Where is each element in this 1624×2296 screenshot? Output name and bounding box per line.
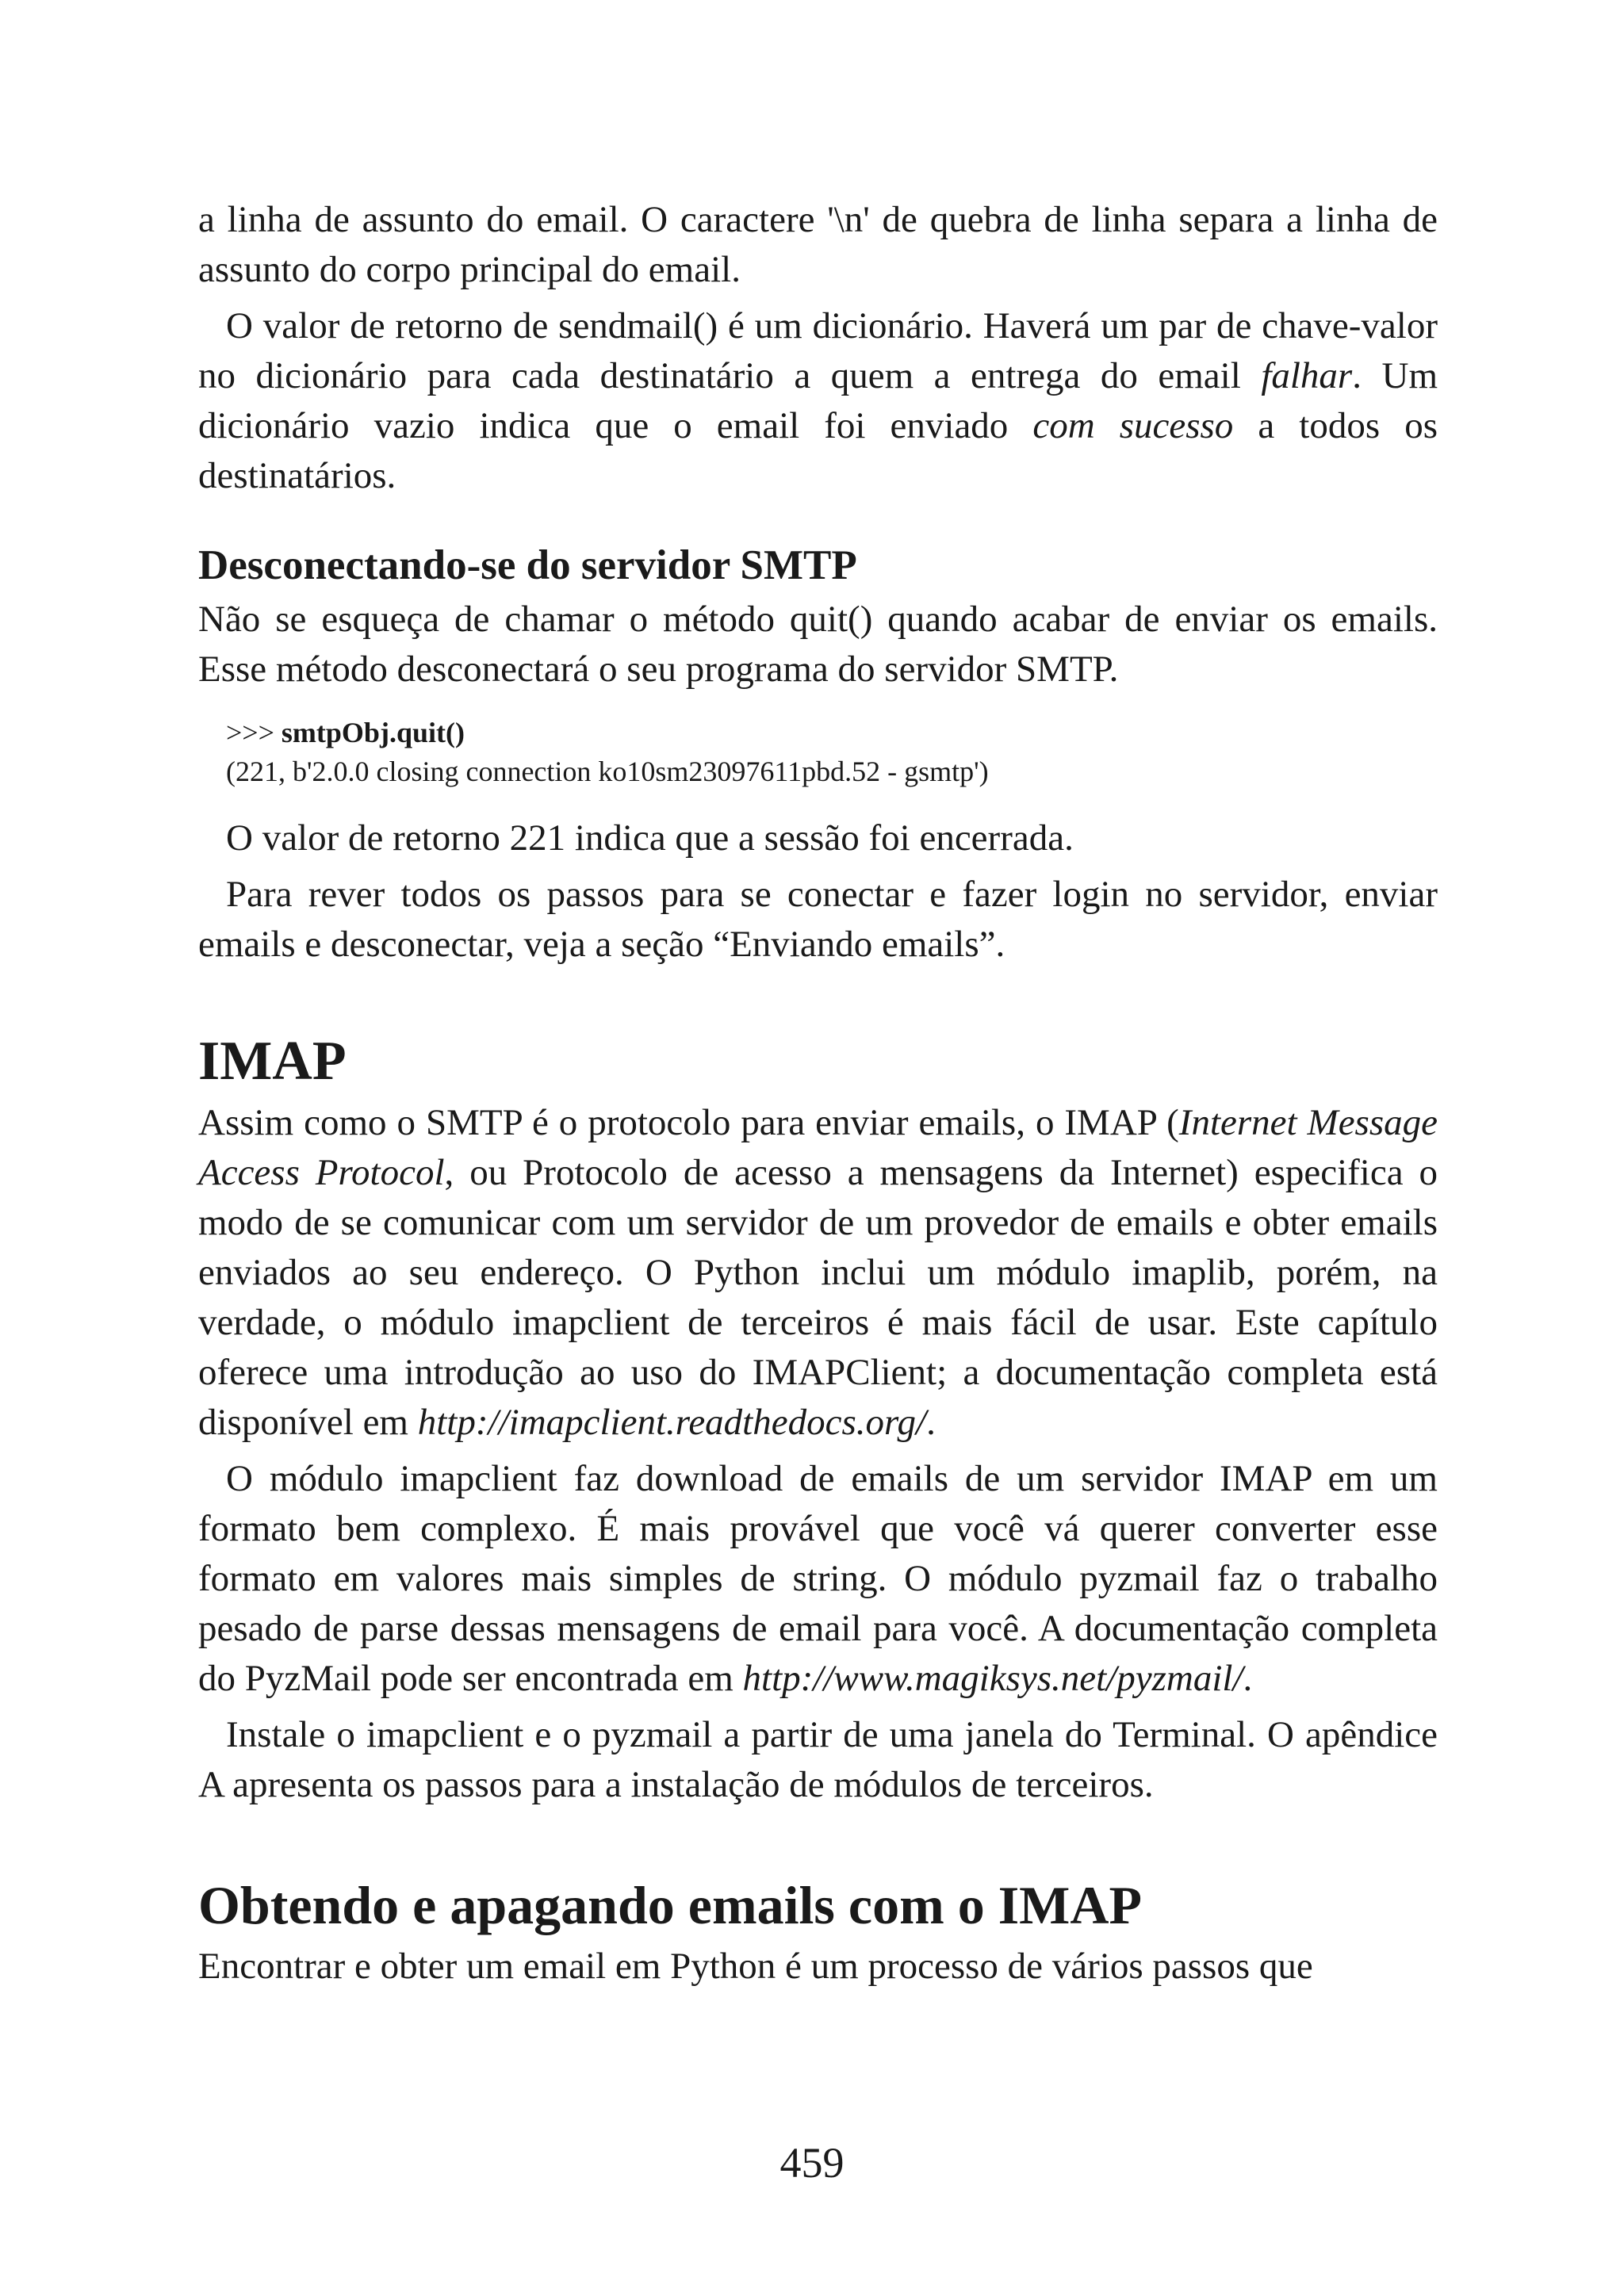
heading-disconnect-smtp: Desconectando-se do servidor SMTP — [198, 542, 857, 588]
paragraph-sendmail-return — [198, 301, 1438, 501]
emphasis-falhar: falhar — [1261, 355, 1353, 396]
code-command: smtpObj.quit() — [281, 717, 465, 748]
code-prompt: >>> — [226, 717, 282, 748]
text-run: a todos os destinatários. — [198, 405, 1438, 496]
text-run: O módulo imapclient faz download de emails de um servidor IMAP em um formato bem complexo. É mais provável que você vá querer converter esse formato em valores mais simples de string. O módulo pyzmail faz o trabalho pesado de parse dessas mensagens de email para você. A documentação completa do PyzMail pode ser encontrada em — [198, 1458, 1438, 1699]
text-run: . — [926, 1402, 936, 1443]
paragraph-install: Instale o imapclient e o pyzmail a partir de uma janela do Terminal. O apêndice A apresenta os passos para a instalação de módulos de terceiros. — [198, 1714, 1438, 1805]
text-run: , ou Protocolo de acesso a mensagens da Internet) especifica o modo de se comunicar com um servidor de um provedor de emails e obter emails enviados ao seu endereço. O Python inclui um módulo imaplib, porém, na verdade, o módulo imapclient de terceiros é mais fácil de usar. Este capítulo oferece uma introdução ao uso do IMAPClient; a documentação completa está disponível em — [198, 1152, 1438, 1443]
text-run: Assim como o SMTP é o protocolo para enviar emails, o IMAP ( — [198, 1102, 1179, 1143]
paragraph-quit: Não se esqueça de chamar o método quit() quando acabar de enviar os emails. Esse método desconectará o seu programa do servidor SMTP. — [198, 599, 1438, 690]
paragraph-fetch-intro: Encontrar e obter um email em Python é um processo de vários passos que — [198, 1946, 1313, 1987]
text-run: O valor de retorno de sendmail() é um dicionário. Haverá um par de chave-valor no dicionário para cada destinatário a quem a entrega do email — [198, 305, 1438, 396]
emphasis-com-sucesso: com sucesso — [1032, 405, 1234, 446]
paragraph-continuation: a linha de assunto do email. O caractere '\n' de quebra de linha separa a linha de assunto do corpo principal do email. — [198, 199, 1438, 290]
paragraph-pyzmail — [198, 1454, 1438, 1704]
text-run: . — [1243, 1658, 1253, 1699]
emphasis-protocol-name: Internet Message Access Protocol — [198, 1102, 1438, 1193]
heading-fetch-delete: Obtendo e apagando emails com o IMAP — [198, 1875, 1142, 1935]
text-run: . Um dicionário vazio indica que o email foi enviado — [198, 355, 1438, 446]
code-block — [226, 714, 1438, 791]
paragraph-return-221: O valor de retorno 221 indica que a sessão foi encerrada. — [226, 817, 1074, 859]
heading-imap: IMAP — [198, 1031, 347, 1092]
url-imapclient-docs: http://imapclient.readthedocs.org/ — [417, 1402, 927, 1443]
paragraph-imap-intro — [198, 1098, 1438, 1448]
paragraph-review-steps: Para rever todos os passos para se conectar e fazer login no servidor, enviar emails e desconectar, veja a seção “Enviando emails”. — [198, 874, 1438, 965]
page-number: 459 — [779, 2139, 845, 2187]
code-output: (221, b'2.0.0 closing connection ko10sm23097611pbd.52 - gsmtp') — [226, 756, 989, 787]
url-pyzmail-docs: http://www.magiksys.net/pyzmail/ — [742, 1658, 1243, 1699]
